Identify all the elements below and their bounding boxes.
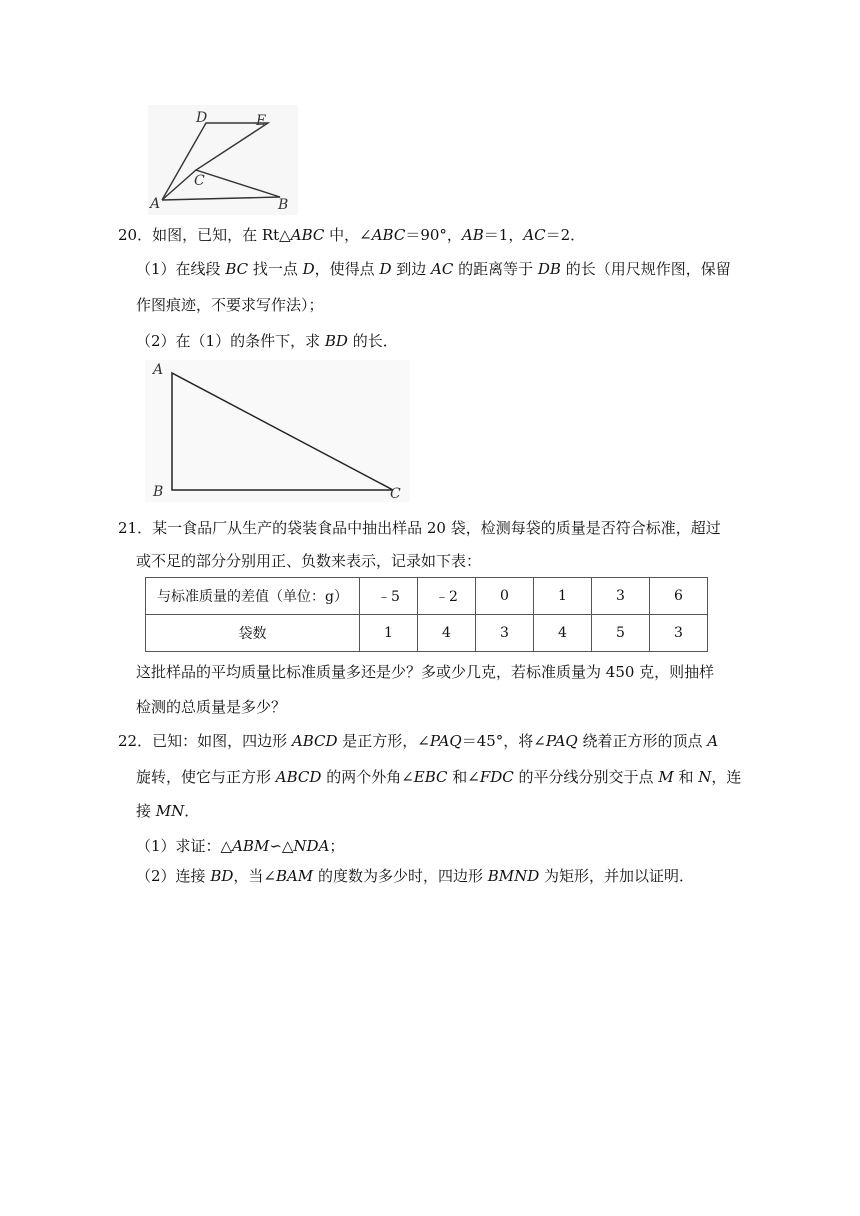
q20-text: ，使得点 (314, 260, 380, 278)
q20-text: ABC (371, 226, 406, 244)
q20-text: （1）在线段 (136, 260, 226, 278)
q22-text: PAQ (545, 732, 578, 750)
q22-line2 (136, 767, 741, 787)
q22-text: 接 (136, 802, 156, 820)
table-header-cell: 与标准质量的差值（单位：g） (146, 578, 360, 615)
fig2-label-c: C (390, 486, 401, 502)
q22-text: 为矩形，并加以证明． (539, 867, 695, 885)
q22-text: 的平分线分别交于点 (513, 768, 659, 786)
q22-text: FDC (479, 768, 514, 786)
q22-line3 (136, 801, 199, 821)
q20-text: 的长（用尺规作图，保留 (560, 260, 731, 278)
q22-text: ABCD (275, 768, 322, 786)
table-cell: 3 (592, 578, 650, 615)
q22-text: ∽△ (269, 837, 294, 855)
q22-text: 旋转，使它与正方形 (136, 768, 276, 786)
q20-part1-line1 (136, 259, 731, 279)
q20-text: （2）在（1）的条件下，求 (136, 332, 325, 350)
q21-line2: 或不足的部分分别用正、负数来表示，记录如下表： (136, 552, 482, 570)
q22-text: ABCD (291, 732, 338, 750)
table-cell: 3 (476, 615, 534, 652)
q22-text: ，当∠ (233, 867, 276, 885)
q20-text: ＝1， (483, 226, 524, 244)
q21-line1 (118, 518, 721, 538)
q22-line1 (118, 731, 718, 751)
figure-triangles-ade-acb (148, 105, 298, 215)
q20-text: BC (225, 260, 249, 278)
fig2-label-a: A (153, 362, 164, 378)
q20-part1-line2: 作图痕迹，不要求写作法）； (136, 296, 324, 314)
table-cell: ﹣5 (360, 578, 418, 615)
q22-text: 的两个外角∠ (321, 768, 414, 786)
q22-text: BMND (487, 867, 540, 885)
q20-text: 如图，已知，在 Rt△ (152, 226, 291, 244)
q22-part2 (136, 866, 694, 886)
q20-text: AC (431, 260, 454, 278)
q22-text: ． (184, 802, 200, 820)
q20-text: BD (324, 332, 348, 350)
table-cell: ﹣2 (418, 578, 476, 615)
q22-part1 (136, 836, 344, 856)
q22-text: 绕着正方形的顶点 (577, 732, 708, 750)
q20-text: ＝90°， (405, 226, 462, 244)
q20-text: AC (523, 226, 546, 244)
q22-text: ＝45°，将∠ (461, 732, 546, 750)
table-cell: 1 (360, 615, 418, 652)
q20-number: 20． (118, 226, 153, 244)
q22-text: （2）连接 (136, 867, 211, 885)
q22-text: EBC (413, 768, 448, 786)
q22-text: ； (329, 837, 345, 855)
fig1-label-e: E (256, 113, 267, 129)
fig2-label-b: B (153, 484, 164, 500)
q21-after1: 这批样品的平均质量比标准质量多还是少？多或少几克，若标准质量为 450 克，则抽样 (136, 663, 715, 681)
q22-text: BD (210, 867, 234, 885)
q20-text: D (302, 260, 315, 278)
q22-text: A (707, 732, 719, 750)
q20-text: AB (461, 226, 484, 244)
table-cell: 6 (650, 578, 708, 615)
q22-text: （1）求证：△ (136, 837, 233, 855)
q20-text: 到边 (391, 260, 432, 278)
q22-text: MN (155, 802, 185, 820)
q20-text: DB (537, 260, 561, 278)
q22-text: 已知：如图，四边形 (152, 732, 292, 750)
q22-text: M (658, 768, 674, 786)
table-cell: 4 (418, 615, 476, 652)
q20-part2 (136, 331, 398, 351)
q20-text: ＝2． (545, 226, 586, 244)
fig1-label-a: A (150, 196, 161, 212)
q22-text: ABM (232, 837, 270, 855)
q20-stem (118, 225, 585, 245)
mass-difference-table (145, 577, 708, 652)
q22-text: 是正方形，∠ (337, 732, 430, 750)
q22-number: 22． (118, 732, 153, 750)
q22-text: ，连 (711, 768, 742, 786)
q21-after2: 检测的总质量是多少？ (136, 698, 287, 716)
table-cell: 1 (534, 578, 592, 615)
fig1-label-c: C (194, 173, 205, 189)
q21-number: 21． (118, 519, 153, 537)
table-header-cell: 袋数 (146, 615, 360, 652)
q20-text: D (379, 260, 392, 278)
table-cell: 4 (534, 615, 592, 652)
table-row (146, 615, 708, 652)
q20-text: 的距离等于 (453, 260, 538, 278)
figure-right-triangle-abc (145, 360, 410, 502)
q22-text: 和∠ (447, 768, 480, 786)
fig1-label-d: D (196, 110, 208, 126)
q22-text: 和 (673, 768, 699, 786)
table-cell: 3 (650, 615, 708, 652)
q22-text: N (698, 768, 712, 786)
table-row (146, 578, 708, 615)
q22-text: PAQ (429, 732, 462, 750)
q20-text: 找一点 (248, 260, 303, 278)
q22-text: BAM (275, 867, 314, 885)
q20-text: 中，∠ (324, 226, 372, 244)
fig1-label-b: B (278, 197, 289, 213)
q20-text: 的长． (347, 332, 398, 350)
table-cell: 5 (592, 615, 650, 652)
q22-text: 的度数为多少时，四边形 (313, 867, 488, 885)
q20-text: ABC (290, 226, 325, 244)
q22-text: NDA (293, 837, 330, 855)
table-cell: 0 (476, 578, 534, 615)
q21-text: 某一食品厂从生产的袋装食品中抽出样品 20 袋，检测每袋的质量是否符合标准，超过 (152, 519, 721, 537)
